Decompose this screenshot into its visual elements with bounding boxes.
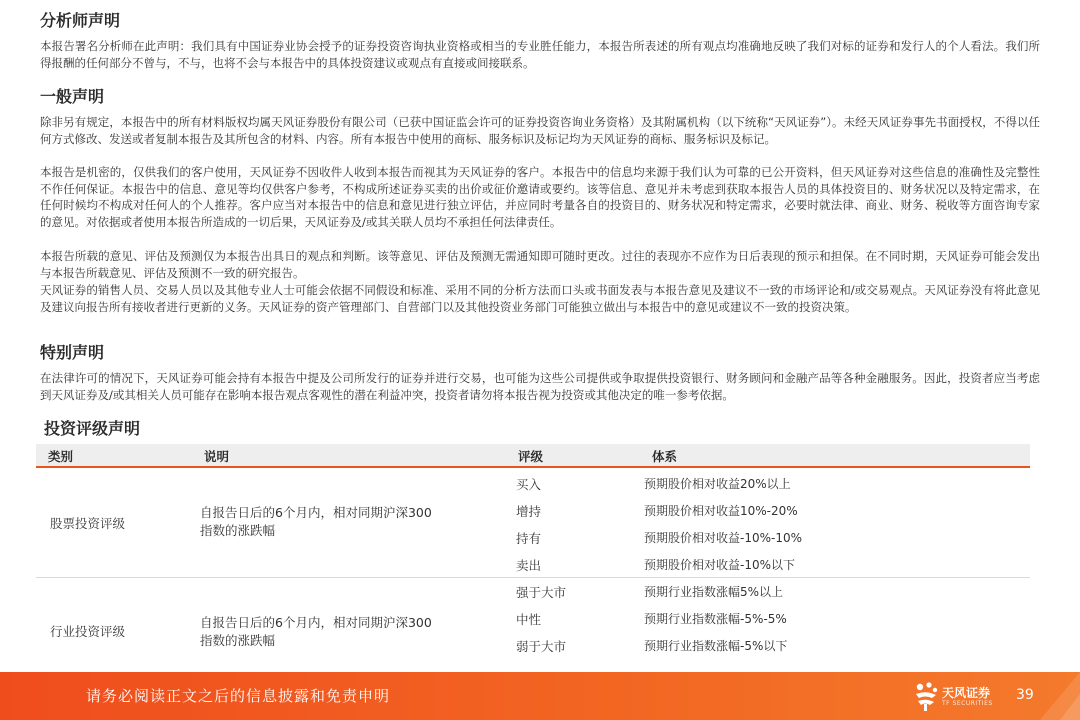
general-paragraph-4: 天风证券的销售人员、交易人员以及其他专业人士可能会依据不同假设和标准、采用不同的分析方法而口头或书面发表与本报告意见及建议不一致的市场评论和/或交易观点。天风证券没有将此意见及建议向报告所有接收者进行更新的义务。天风证券的资产管理部门、自营部门以及其他投资业务部门可能独立做出与本报告中的意见或建议不一致的投资决策。 bbox=[40, 283, 1040, 314]
analyst-statement-body: 本报告署名分析师在此声明：我们具有中国证券业协会授予的证券投资咨询执业资格或相当的专业胜任能力，本报告所表述的所有观点均准确地反映了我们对标的证券和发行人的个人看法。我们所得报酬的任何部分不曾与，不与，也将不会与本报告中的具体投资建议或观点有直接或间接联系。 bbox=[40, 39, 1040, 70]
general-paragraph-1: 除非另有规定，本报告中的所有材料版权均属天风证券股份有限公司（已获中国证监会许可的证券投资咨询业务资格）及其附属机构（以下统称“天风证券”）。未经天风证券事先书面授权，不得以任何方式修改、发送或者复制本报告及其所包含的材料、内容。所有本报告中使用的商标、服务标识及标记均为天风证券的商标、服务标识及标记。 bbox=[40, 115, 1040, 146]
row-system: 预期行业指数涨幅5%以上 bbox=[644, 585, 784, 599]
header-system: 体系 bbox=[652, 449, 678, 464]
table-row bbox=[506, 605, 1030, 632]
special-statement-title: 特别声明 bbox=[40, 343, 105, 362]
footer-decoration-icon bbox=[1010, 672, 1080, 720]
rating-table-body bbox=[36, 468, 1030, 663]
row-rating: 卖出 bbox=[516, 558, 542, 573]
general-paragraph-2: 本报告是机密的，仅供我们的客户使用，天风证券不因收件人收到本报告而视其为天风证券的客户。本报告中的信息均来源于我们认为可靠的已公开资料，但天风证券对这些信息的准确性及完整性不作任何保证。本报告中的信息、意见等均仅供客户参考，不构成所述证券买卖的出价或征价邀请或要约。该等信息、意见并未考虑到获取本报告人员的具体投资目的、财务状况以及特定需求，在任何时候均不构成对任何人的个人推荐。客户应当对本报告中的信息和意见进行独立评估，并应同时考量各自的投资目的、财务状况和特定需求，必要时就法律、商业、财务、税收等方面咨询专家的意见。对依据或者使用本报告所造成的一切后果，天风证券及/或其关联人员均不承担任何法律责任。 bbox=[40, 165, 1040, 229]
rating-table-header bbox=[36, 444, 1030, 468]
logo-text: 天风证券 bbox=[942, 686, 991, 700]
logo-subtext: TF SECURITIES bbox=[942, 700, 993, 707]
table-row bbox=[506, 578, 1030, 605]
table-row bbox=[506, 524, 1030, 551]
general-paragraph-3: 本报告所载的意见、评估及预测仅为本报告出具日的观点和判断。该等意见、评估及预测无需通知即可随时更改。过往的表现亦不应作为日后表现的预示和担保。在不同时期，天风证券可能会发出与本报告所载意见、评估及预测不一致的研究报告。 bbox=[40, 249, 1040, 280]
row-system: 预期股价相对收益-10%以下 bbox=[644, 558, 796, 572]
analyst-statement-title: 分析师声明 bbox=[40, 11, 121, 30]
page-number: 39 bbox=[1016, 687, 1034, 703]
header-category: 类别 bbox=[48, 449, 74, 464]
row-system: 预期行业指数涨幅-5%以下 bbox=[644, 639, 788, 653]
tf-securities-logo-icon bbox=[912, 680, 1002, 714]
group-category: 股票投资评级 bbox=[50, 516, 126, 531]
table-row bbox=[506, 632, 1030, 659]
table-row bbox=[506, 497, 1030, 524]
footer-disclaimer-note: 请务必阅读正文之后的信息披露和免责申明 bbox=[86, 687, 391, 705]
header-description: 说明 bbox=[204, 449, 230, 464]
rating-table-title: 投资评级声明 bbox=[44, 419, 141, 438]
row-rating: 增持 bbox=[516, 504, 542, 519]
row-system: 预期行业指数涨幅-5%-5% bbox=[644, 612, 787, 626]
group-category: 行业投资评级 bbox=[50, 624, 126, 639]
header-rating: 评级 bbox=[518, 449, 544, 464]
special-statement-body: 在法律许可的情况下，天风证券可能会持有本报告中提及公司所发行的证券并进行交易，也可能为这些公司提供或争取提供投资银行、财务顾问和金融产品等各种金融服务。因此，投资者应当考虑到天风证券及/或其相关人员可能存在影响本报告观点客观性的潜在利益冲突，投资者请勿将本报告视为投资或其他决定的唯一参考依据。 bbox=[40, 371, 1040, 402]
row-system: 预期股价相对收益-10%-10% bbox=[644, 531, 803, 545]
row-rating: 弱于大市 bbox=[516, 639, 567, 654]
group-description: 自报告日后的6个月内，相对同期沪深300指数的涨跌幅 bbox=[200, 505, 432, 538]
table-row bbox=[506, 551, 1030, 578]
row-rating: 强于大市 bbox=[516, 585, 567, 600]
table-row bbox=[506, 470, 1030, 497]
logo-mark-icon bbox=[912, 680, 940, 712]
row-rating: 买入 bbox=[516, 477, 542, 492]
row-rating: 中性 bbox=[516, 612, 542, 627]
industry-rating-group bbox=[36, 578, 1030, 662]
group-description: 自报告日后的6个月内，相对同期沪深300指数的涨跌幅 bbox=[200, 615, 432, 648]
footer-bar bbox=[0, 672, 1080, 720]
row-system: 预期股价相对收益10%-20% bbox=[644, 504, 798, 518]
rating-table bbox=[36, 444, 1030, 663]
general-statement-title: 一般声明 bbox=[40, 87, 105, 106]
stock-rating-group bbox=[36, 468, 1030, 578]
row-system: 预期股价相对收益20%以上 bbox=[644, 477, 791, 491]
row-rating: 持有 bbox=[516, 531, 542, 546]
